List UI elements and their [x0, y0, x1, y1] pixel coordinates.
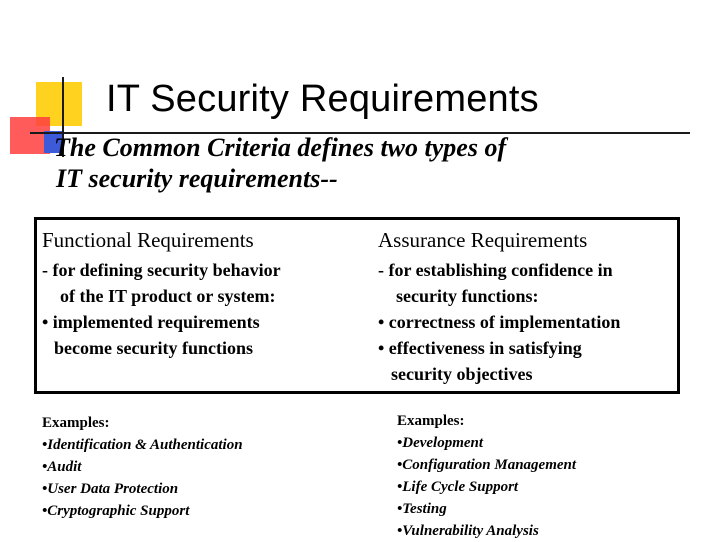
assurance-line-1: - for establishing confidence in	[378, 260, 613, 280]
assurance-line-2: security functions:	[396, 286, 539, 306]
functional-line-4: become security functions	[54, 338, 253, 358]
list-item: •Life Cycle Support	[397, 479, 519, 495]
list-item: •Development	[397, 435, 484, 451]
list-item: •User Data Protection	[42, 481, 179, 497]
page-title: IT Security Requirements	[106, 78, 539, 120]
assurance-description	[378, 257, 620, 387]
assurance-examples-label: Examples:	[397, 413, 465, 429]
functional-line-2: of the IT product or system:	[60, 286, 276, 306]
list-item: •Identification & Authentication	[42, 437, 243, 453]
list-item: •Cryptographic Support	[42, 503, 190, 519]
assurance-line-4: • effectiveness in satisfying	[378, 338, 582, 358]
functional-examples	[42, 412, 243, 522]
list-item: •Testing	[397, 501, 447, 517]
subtitle-line-1: The Common Criteria defines two types of	[54, 133, 507, 162]
assurance-line-5: security objectives	[391, 364, 533, 384]
functional-description	[42, 257, 281, 361]
functional-line-3: • implemented requirements	[42, 312, 260, 332]
list-item: •Audit	[42, 459, 82, 475]
assurance-line-3: • correctness of implementation	[378, 312, 621, 332]
assurance-heading: Assurance Requirements	[378, 228, 588, 252]
subtitle-line-2: IT security requirements--	[56, 164, 338, 193]
requirements-box-gap	[355, 220, 365, 391]
list-item: •Configuration Management	[397, 457, 577, 473]
functional-line-1: - for defining security behavior	[42, 260, 281, 280]
subtitle	[54, 132, 674, 194]
functional-examples-label: Examples:	[42, 415, 110, 431]
functional-heading: Functional Requirements	[42, 228, 254, 252]
list-item: •Vulnerability Analysis	[397, 523, 539, 539]
assurance-examples	[397, 410, 576, 542]
